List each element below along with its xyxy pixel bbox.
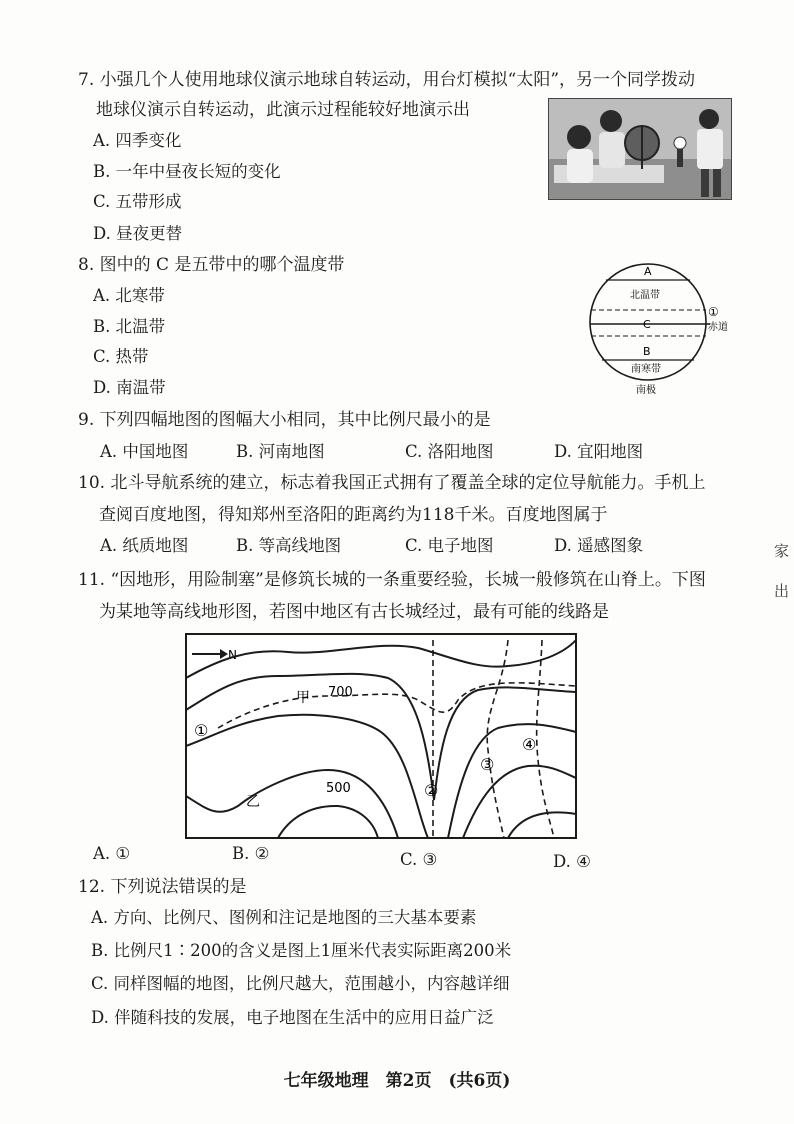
side-text-2: 出 <box>774 582 790 600</box>
q11-option-d: D. ④ <box>553 852 591 871</box>
q11-option-b: B. ② <box>232 844 270 863</box>
q8-option-b: B. 北温带 <box>93 317 166 336</box>
q12-option-c: C. 同样图幅的地图，比例尺越大，范围越小，内容越详细 <box>91 974 510 993</box>
q8-label-south-frigid: 南寒带 <box>631 364 661 375</box>
q9-option-b: B. 河南地图 <box>236 442 325 461</box>
q12-option-a: A. 方向、比例尺、图例和注记是地图的三大基本要素 <box>91 908 477 927</box>
q9-option-d: D. 宜阳地图 <box>554 442 644 461</box>
q7-option-d: D. 昼夜更替 <box>93 224 183 243</box>
q10-stem-line2: 查阅百度地图，得知郑州至洛阳的距离约为118千米。百度地图属于 <box>99 505 608 525</box>
q10-option-c: C. 电子地图 <box>405 536 494 555</box>
q11-option-a: A. ① <box>93 844 131 863</box>
q9-option-c: C. 洛阳地图 <box>405 442 494 461</box>
q8-label-north-temperate: 北温带 <box>630 290 660 301</box>
q8-label-south-pole: 南极 <box>636 385 656 396</box>
q8-label-c: C <box>643 318 651 331</box>
q7-stem-line1: 7. 小强几个人使用地球仪演示地球自转运动，用台灯模拟“太阳”，另一个同学拨动 <box>78 70 696 90</box>
q10-option-a: A. 纸质地图 <box>100 536 189 555</box>
place-yi: 乙 <box>246 794 260 810</box>
q8-stem: 8. 图中的 C 是五带中的哪个温度带 <box>78 255 345 275</box>
route-1-label: ① <box>194 721 209 740</box>
q7-option-a: A. 四季变化 <box>93 131 182 150</box>
q10-stem-line1: 10. 北斗导航系统的建立，标志着我国正式拥有了覆盖全球的定位导航能力。手机上 <box>78 473 706 493</box>
q10-option-d: D. 遥感图象 <box>554 536 644 555</box>
route-2-label: ② <box>424 781 439 800</box>
q7-option-c: C. 五带形成 <box>93 192 182 211</box>
q7-stem-line2: 地球仪演示自转运动，此演示过程能较好地演示出 <box>96 100 470 120</box>
q8-marker-1: ① <box>708 305 719 319</box>
q10-option-b: B. 等高线地图 <box>236 536 342 555</box>
q12-option-d: D. 伴随科技的发展，电子地图在生活中的应用日益广泛 <box>91 1008 494 1027</box>
q8-label-a: A <box>644 265 652 278</box>
q11-stem-line2: 为某地等高线地形图，若图中地区有古长城经过，最有可能的线路是 <box>99 602 609 622</box>
q11-stem-line1: 11. “因地形，用险制塞”是修筑长城的一条重要经验，长城一般修筑在山脊上。下图 <box>78 570 706 590</box>
side-text-1: 家 <box>774 542 790 560</box>
q8-option-a: A. 北寒带 <box>93 286 165 305</box>
north-label: N <box>228 648 237 662</box>
q11-option-c: C. ③ <box>400 850 438 869</box>
route-3-label: ③ <box>480 755 495 774</box>
q12-option-b: B. 比例尺1∶200的含义是图上1厘米代表实际距离200米 <box>91 941 512 960</box>
q8-label-equator: 赤道 <box>708 322 728 333</box>
q12-stem: 12. 下列说法错误的是 <box>78 877 247 897</box>
place-jia: 甲 <box>296 690 310 706</box>
q8-label-b: B <box>643 345 651 358</box>
q7-classroom-photo <box>548 98 732 200</box>
q11-contour-map <box>178 630 582 842</box>
q8-temperature-zone-globe <box>586 260 736 400</box>
contour-700-label: 700 <box>328 685 353 700</box>
q8-option-d: D. 南温带 <box>93 378 166 397</box>
q8-option-c: C. 热带 <box>93 347 149 366</box>
q9-stem: 9. 下列四幅地图的图幅大小相同，其中比例尺最小的是 <box>78 410 491 430</box>
q9-option-a: A. 中国地图 <box>100 442 189 461</box>
contour-500-label: 500 <box>326 781 351 796</box>
q7-option-b: B. 一年中昼夜长短的变化 <box>93 162 281 181</box>
page-footer: 七年级地理 第2页 (共6页) <box>283 1071 511 1091</box>
route-4-label: ④ <box>522 735 537 754</box>
